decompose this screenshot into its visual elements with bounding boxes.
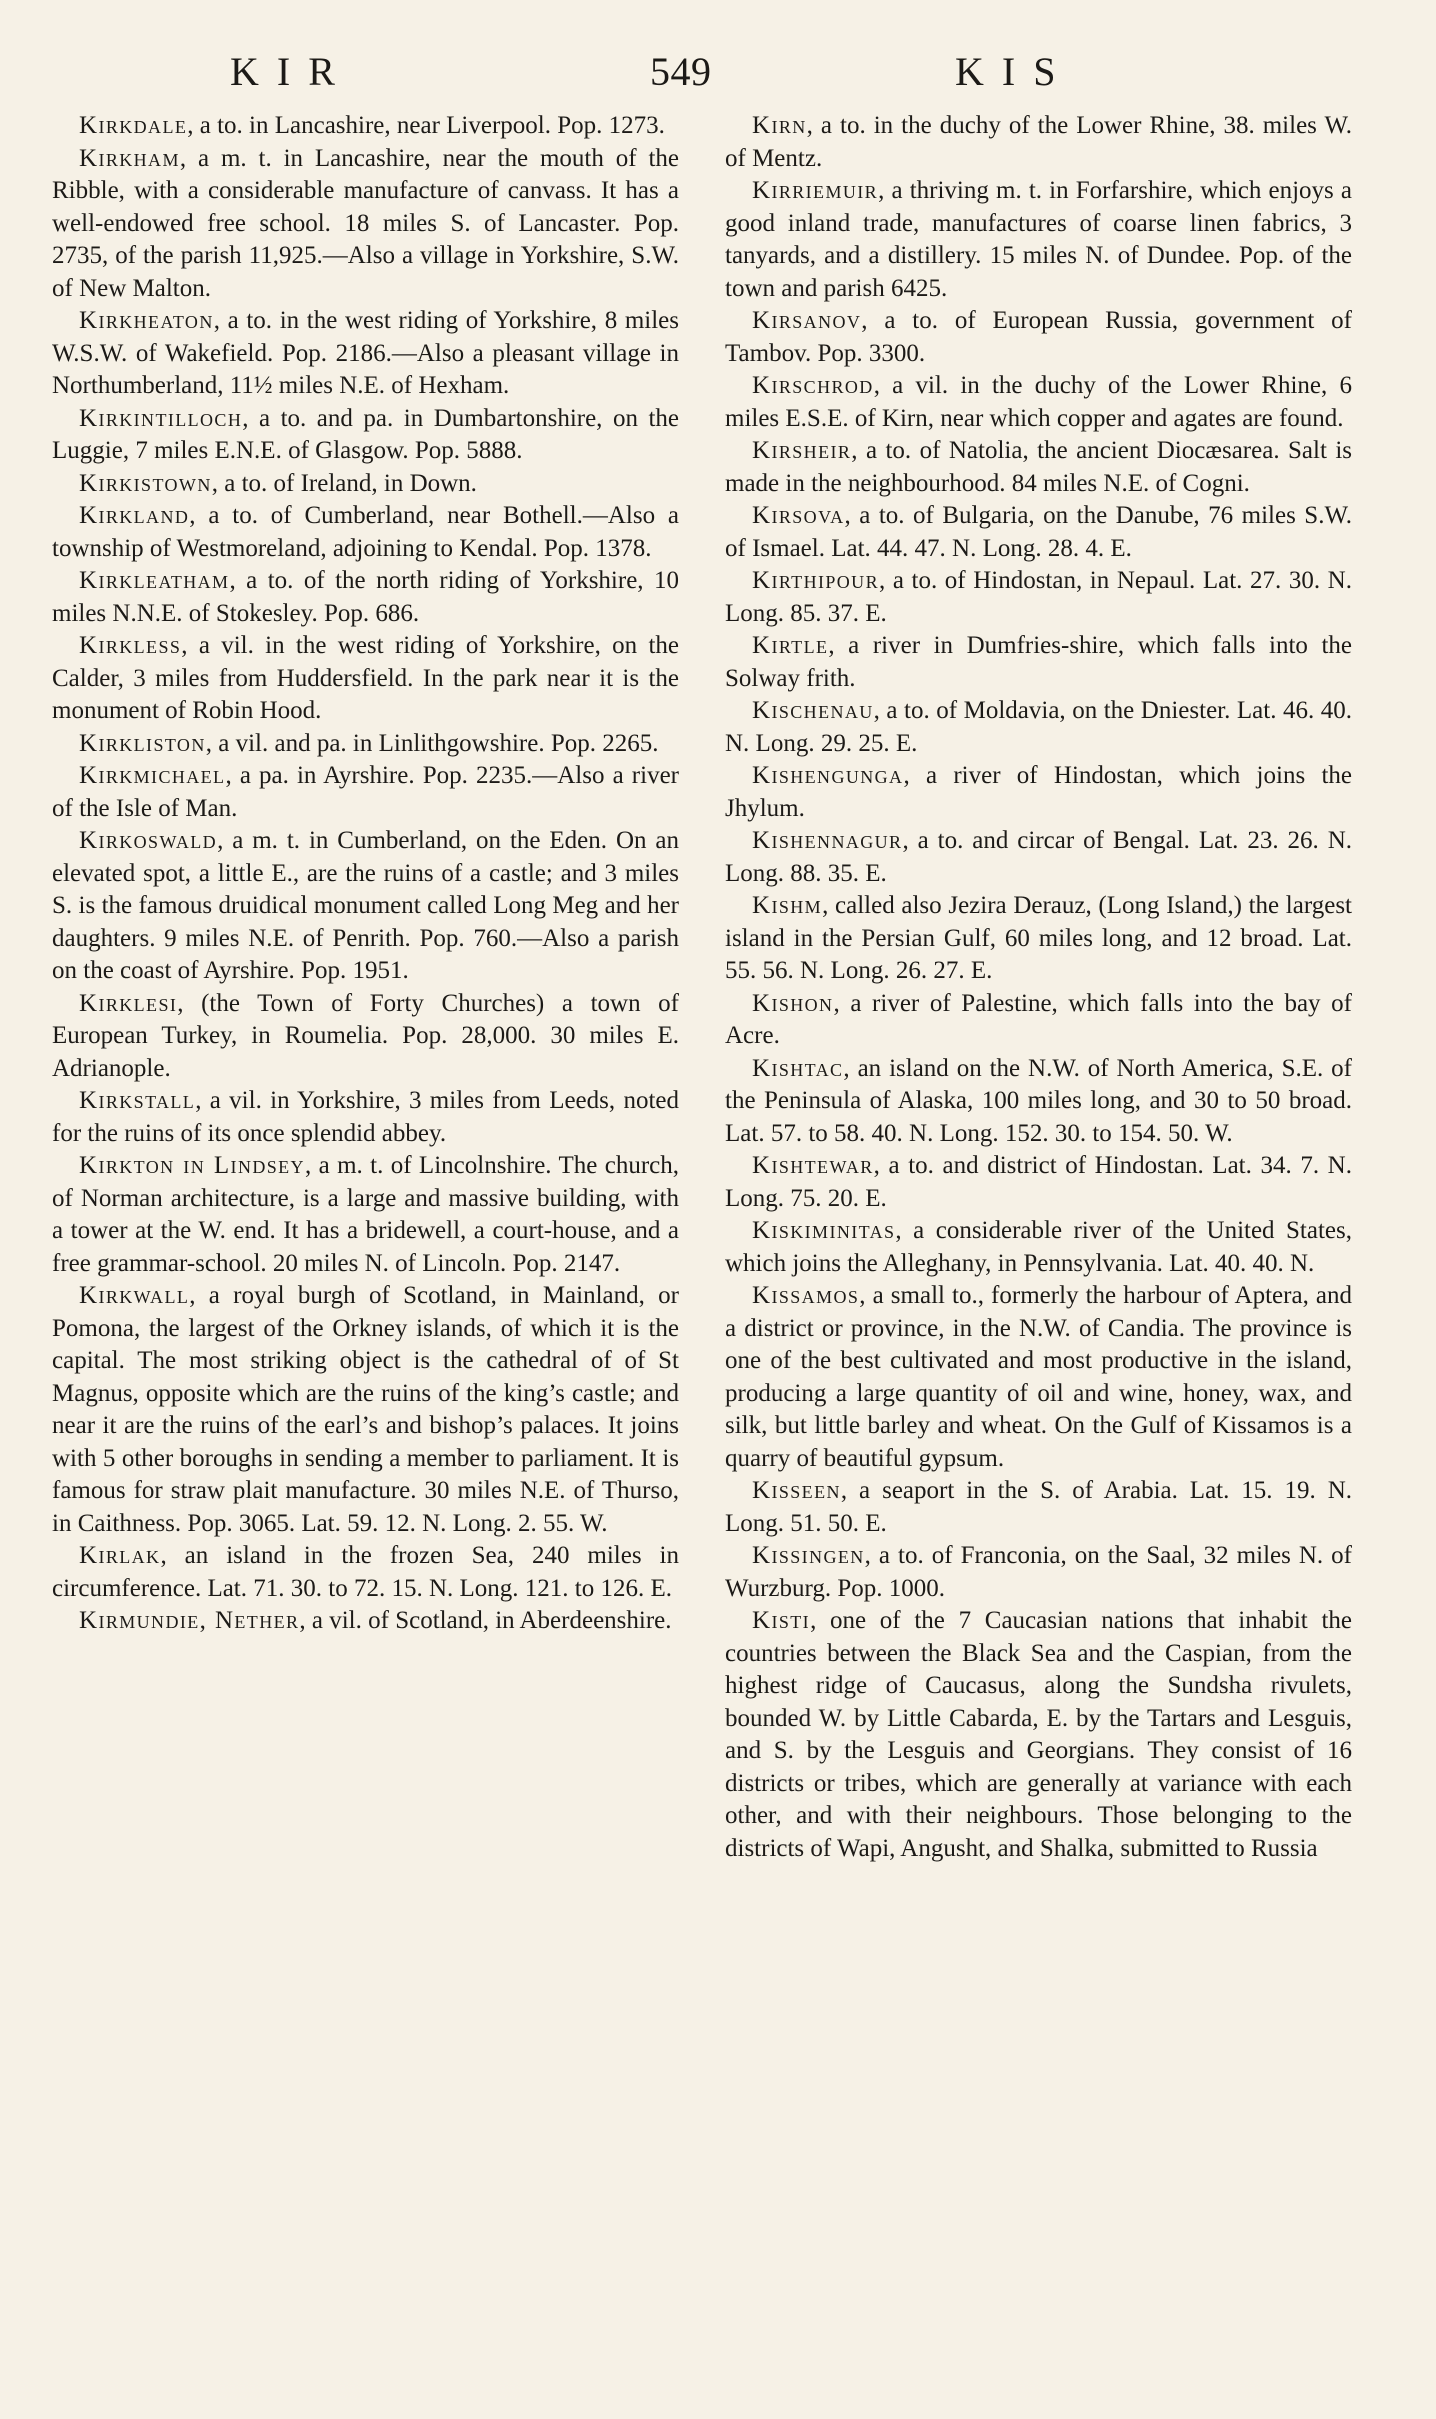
left-column <box>52 110 679 2380</box>
gazetteer-entry <box>52 760 679 825</box>
entry-text: , (the Town of Forty Churches) a town of European Turkey, in Roumelia. Pop. 28,000. 30 miles E. Adrianople. <box>52 989 679 1082</box>
entry-text: , an island in the frozen Sea, 240 miles in circumference. Lat. 71. 30. to 72. 15. N. Long. 121. to 126. E. <box>52 1542 679 1602</box>
gazetteer-entry <box>52 630 679 728</box>
entry-headword: Kirkton in Lindsey <box>79 1152 305 1179</box>
entry-headword: Kirkland <box>79 502 190 529</box>
entry-headword: Kirschrod <box>752 372 874 399</box>
entry-text: , a to. in Lancashire, near Liverpool. Pop. 1273. <box>187 112 665 139</box>
gazetteer-entry <box>725 988 1352 1053</box>
entry-headword: Kirkmichael <box>79 762 226 789</box>
entry-headword: Kirkless <box>79 632 182 659</box>
entry-headword: Kirriemuir <box>752 177 879 204</box>
gazetteer-entry <box>52 1150 679 1280</box>
entry-text: , a m. t. in Cumberland, on the Eden. On an elevated spot, a little E., are the ruins of a castle; and 3 miles S. is the famous druidical monument called Long Meg and her daughters. 9 miles N.E. of Penrith. Pop. 760.—Also a parish on the coast of Ayrshire. Pop. 1951. <box>52 827 679 984</box>
gazetteer-entry <box>725 175 1352 305</box>
entry-text: , a seaport in the S. of Arabia. Lat. 15. 19. N. Long. 51. 50. E. <box>725 1477 1352 1537</box>
entry-headword: Kirkleatham <box>79 567 230 594</box>
entry-text: , a to. of European Russia, government of Tambov. Pop. 3300. <box>725 307 1352 367</box>
entry-text: , a royal burgh of Scotland, in Mainland, or Pomona, the largest of the Orkney islands, of which it is the capital. The most striking object is the cathedral of of St Magnus, opposite which are the ruins of the king’s castle; and near it are the ruins of the earl’s and bishop’s palaces. It joins with 5 other boroughs in sending a member to parliament. It is famous for straw plait manufacture. 30 miles N.E. of Thurso, in Caithness. Pop. 3065. Lat. 59. 12. N. Long. 2. 55. W. <box>52 1282 679 1537</box>
entry-headword: Kirkheaton <box>79 307 214 334</box>
gazetteer-entry <box>52 988 679 1086</box>
entry-text: , a to. of Hindostan, in Nepaul. Lat. 27. 30. N. Long. 85. 37. E. <box>725 567 1352 627</box>
entry-text: , a to. and district of Hindostan. Lat. 34. 7. N. Long. 75. 20. E. <box>725 1152 1352 1212</box>
entry-text: , a vil. in the duchy of the Lower Rhine, 6 miles E.S.E. of Kirn, near which copper and agates are found. <box>725 372 1352 432</box>
entry-headword: Kishennagur <box>752 827 903 854</box>
gazetteer-entry <box>725 695 1352 760</box>
entry-text: , one of the 7 Caucasian nations that inhabit the countries between the Black Sea and the Caspian, from the highest ridge of Caucasus, along the Sundsha rivulets, bounded W. by Little Cabarda, E. by the Tartars and Lesguis, and S. by the Lesguis and Georgians. They consist of 16 districts or tribes, which are generally at variance with each other, and with their neighbours. Those belonging to the districts of Wapi, Angusht, and Shalka, submitted to Russia <box>725 1607 1352 1862</box>
entry-headword: Kirkoswald <box>79 827 218 854</box>
entry-headword: Kirsheir <box>752 437 852 464</box>
gazetteer-entry <box>725 1540 1352 1605</box>
gazetteer-entry <box>725 435 1352 500</box>
gazetteer-entry <box>52 143 679 306</box>
gazetteer-entry <box>52 1605 679 1638</box>
entry-headword: Kirsova <box>752 502 845 529</box>
entry-text: , a to. of Franconia, on the Saal, 32 miles N. of Wurzburg. Pop. 1000. <box>725 1542 1352 1602</box>
entry-text: , a river in Dumfries-shire, which falls into the Solway frith. <box>725 632 1352 692</box>
text-columns <box>52 110 1352 2380</box>
entry-text: , a to. of Cumberland, near Bothell.—Also a township of Westmoreland, adjoining to Kendal. Pop. 1378. <box>52 502 679 562</box>
header-left-guide-word: KIR <box>230 49 353 94</box>
gazetteer-entry <box>725 565 1352 630</box>
entry-text: , a to. of Ireland, in Down. <box>211 469 477 497</box>
page-number: 549 <box>650 49 712 94</box>
entry-headword: Kishtac <box>752 1054 844 1082</box>
entry-headword: Kischenau <box>752 697 874 724</box>
entry-headword: Kirkistown <box>79 469 212 497</box>
entry-headword: Kirlak <box>79 1542 161 1569</box>
gazetteer-entry <box>725 630 1352 695</box>
entry-headword: Kirkliston <box>79 729 206 757</box>
entry-text: , a to. of Moldavia, on the Dniester. Lat. 46. 40. N. Long. 29. 25. E. <box>725 697 1352 757</box>
entry-headword: Kishtewar <box>752 1152 874 1179</box>
right-column <box>725 110 1352 2380</box>
entry-text: , a to. in the west riding of Yorkshire, 8 miles W.S.W. of Wakefield. Pop. 2186.—Also a pleasant village in Northumberland, 11½ miles N.E. of Hexham. <box>52 307 679 399</box>
entry-headword: Kirsanov <box>752 307 862 334</box>
entry-text: , a pa. in Ayrshire. Pop. 2235.—Also a river of the Isle of Man. <box>52 762 679 822</box>
entry-headword: Kissingen <box>752 1542 865 1569</box>
gazetteer-entry <box>52 500 679 565</box>
entry-text: , called also Jezira Derauz, (Long Island,) the largest island in the Persian Gulf, 60 miles long, and 12 broad. Lat. 55. 56. N. Long. 26. 27. E. <box>725 892 1352 984</box>
gazetteer-entry <box>52 305 679 403</box>
entry-headword: Kirkham <box>79 144 180 172</box>
entry-headword: Kirklesi <box>79 989 178 1017</box>
header-right-guide-word: KIS <box>955 49 1074 94</box>
entry-text: , a to. of Bulgaria, on the Danube, 76 miles S.W. of Ismael. Lat. 44. 47. N. Long. 28. 4. E. <box>725 502 1352 562</box>
entry-text: , a river of Hindostan, which joins the Jhylum. <box>725 762 1352 822</box>
entry-headword: Kirn <box>752 112 807 139</box>
entry-text: , a vil. and pa. in Linlithgowshire. Pop. 2265. <box>205 729 659 757</box>
gazetteer-entry <box>725 370 1352 435</box>
entry-headword: Kishm <box>752 892 823 919</box>
entry-headword: Kirkstall <box>79 1087 196 1114</box>
gazetteer-entry <box>725 1280 1352 1475</box>
entry-headword: Kisseen <box>752 1477 841 1504</box>
gazetteer-entry <box>52 468 679 501</box>
entry-text: , a considerable river of the United States, which joins the Alleghany, in Pennsylvania. Lat. 40. 40. N. <box>725 1217 1352 1277</box>
gazetteer-entry <box>725 1150 1352 1215</box>
entry-text: , an island on the N.W. of North America, S.E. of the Peninsula of Alaska, 100 miles long, and 30 to 50 broad. Lat. 57. to 58. 40. N. Long. 152. 30. to 154. 50. W. <box>725 1054 1352 1147</box>
entry-headword: Kirkdale <box>79 112 188 139</box>
gazetteer-entry <box>725 1215 1352 1280</box>
gazetteer-entry <box>52 110 679 143</box>
entry-headword: Kirtle <box>752 632 829 659</box>
entry-text: , a river of Palestine, which falls into the bay of Acre. <box>725 989 1352 1049</box>
gazetteer-entry <box>52 728 679 761</box>
gazetteer-entry <box>725 760 1352 825</box>
entry-text: , a to. of Natolia, the ancient Diocæsarea. Salt is made in the neighbourhood. 84 miles N.E. of Cogni. <box>725 437 1352 497</box>
gazetteer-entry <box>725 825 1352 890</box>
gazetteer-entry <box>725 1605 1352 1865</box>
entry-text: , a m. t. of Lincolnshire. The church, of Norman architecture, is a large and massive building, with a tower at the W. end. It has a bridewell, a court-house, and a free grammar-school. 20 miles N. of Lincoln. Pop. 2147. <box>52 1152 679 1277</box>
entry-headword: Kissamos <box>752 1282 860 1309</box>
gazetteer-entry <box>725 1475 1352 1540</box>
gazetteer-entry <box>52 1280 679 1540</box>
entry-text: , a to. and circar of Bengal. Lat. 23. 26. N. Long. 88. 35. E. <box>725 827 1352 887</box>
entry-text: , a vil. of Scotland, in Aberdeenshire. <box>299 1607 672 1634</box>
gazetteer-entry <box>725 110 1352 175</box>
entry-headword: Kishengunga <box>752 762 904 789</box>
gazetteer-entry <box>52 825 679 988</box>
entry-headword: Kirmundie, Nether <box>79 1607 300 1634</box>
entry-headword: Kishon <box>752 989 834 1017</box>
entry-headword: Kirkwall <box>79 1282 190 1309</box>
gazetteer-entry <box>725 305 1352 370</box>
gazetteer-entry <box>52 1540 679 1605</box>
gazetteer-entry <box>52 403 679 468</box>
entry-text: , a small to., formerly the harbour of Aptera, and a district or province, in the N.W. of Candia. The province is one of the best cultivated and most productive in the island, producing a large quantity of oil and wine, honey, wax, and silk, but little barley and wheat. On the Gulf of Kissamos is a quarry of beautiful gypsum. <box>725 1282 1352 1472</box>
entry-text: , a vil. in the west riding of Yorkshire, on the Calder, 3 miles from Huddersfield. In the park near it is the monument of Robin Hood. <box>52 632 679 724</box>
entry-text: , a vil. in Yorkshire, 3 miles from Leeds, noted for the ruins of its once splendid abbey. <box>52 1087 679 1147</box>
running-header <box>0 48 1436 100</box>
entry-headword: Kiskiminitas <box>752 1217 896 1244</box>
entry-text: , a to. of the north riding of Yorkshire, 10 miles N.N.E. of Stokesley. Pop. 686. <box>52 567 679 627</box>
entry-text: , a to. in the duchy of the Lower Rhine, 38. miles W. of Mentz. <box>725 112 1352 172</box>
entry-headword: Kisti <box>752 1607 811 1634</box>
entry-text: , a thriving m. t. in Forfarshire, which enjoys a good inland trade, manufactures of coarse linen fabrics, 3 tanyards, and a distillery. 15 miles N. of Dundee. Pop. of the town and parish 6425. <box>725 177 1352 302</box>
entry-text: , a to. and pa. in Dumbartonshire, on the Luggie, 7 miles E.N.E. of Glasgow. Pop. 5888. <box>52 404 679 464</box>
gazetteer-entry <box>52 1085 679 1150</box>
gazetteer-entry <box>725 500 1352 565</box>
entry-headword: Kirthipour <box>752 567 879 594</box>
gazetteer-entry <box>52 565 679 630</box>
gazetteer-entry <box>725 890 1352 988</box>
gazetteer-entry <box>725 1053 1352 1151</box>
entry-text: , a m. t. in Lancashire, near the mouth of the Ribble, with a considerable manufacture of canvass. It has a well-endowed free school. 18 miles S. of Lancaster. Pop. 2735, of the parish 11,925.—Also a village in Yorkshire, S.W. of New Malton. <box>52 144 679 302</box>
entry-headword: Kirkintilloch <box>79 404 243 432</box>
